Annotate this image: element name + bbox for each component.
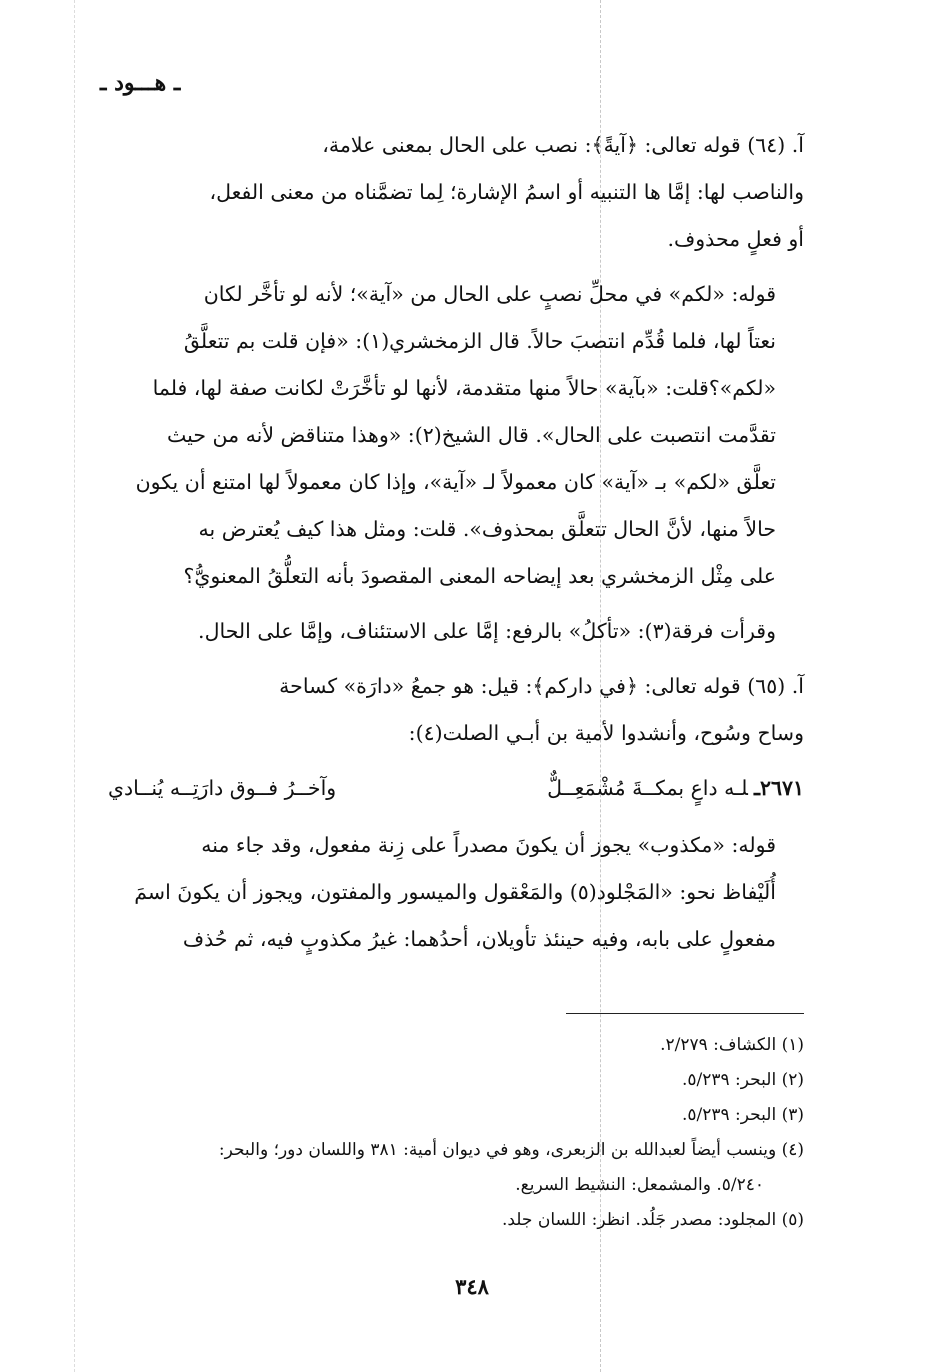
footnote-4-line: (٤) وينسب أيضاً لعبدالله بن الزبعرى، وهو في ديوان أمية: ٣٨١ واللسان دور؛ والبحر: [218, 1140, 804, 1160]
text-line: قوله: «مكذوب» يجوز أن يكونَ مصدراً على زِنة مفعول، وقد جاء منه [201, 833, 776, 857]
paragraph-makdhub [108, 822, 804, 963]
footnote-3: (٣) البحر: ٥/٢٣٩. [681, 1105, 804, 1125]
text-line: حالاً منها، لأنَّ الحال تتعلَّق بمحذوف». قلت: ومثل هذا كيف يُعترض به [198, 517, 776, 541]
paragraph-lakum [108, 271, 804, 600]
text-line: وساح وسُوح، وأنشدوا لأمية بن أبـي الصلت(٤): [408, 721, 804, 745]
verse-number: ٢٦٧١ـ [753, 776, 804, 800]
text-line: أو فعلٍ محذوف. [667, 227, 804, 251]
poetry-verse [108, 765, 804, 812]
paragraph-ayah-64 [108, 122, 804, 263]
text-line: آ. (٦٤) قوله تعالى: ﴿آيةً﴾: نصب على الحال بمعنى علامة، [322, 133, 804, 157]
verse-first-hemistich [547, 765, 804, 812]
paragraph-qiraah [108, 608, 804, 655]
footnote-2: (٢) البحر: ٥/٢٣٩. [681, 1070, 804, 1090]
footnote-1: (١) الكشاف: ٢/٢٧٩. [660, 1035, 804, 1055]
footnote-4 [108, 1133, 804, 1203]
text-line: تعلَّق «لكم» بـ «آية» كان معمولاً لـ «آية»، وإذا كان معمولاً لها امتنع أن يكون [135, 470, 776, 494]
verse-first-text: لـه داعٍ بمكــةَ مُشْمَعِــلٌّ [547, 776, 748, 800]
text-line: مفعولٍ على بابه، وفيه حينئذ تأويلان، أحدُهما: غيرُ مكذوبٍ فيه، ثم حُذف [182, 927, 776, 951]
text-line: «لكم»؟قلت: «بآية» حالاً منها متقدمة، لأنها لو تأخَّرَتْ لكانت صفة لها، فلما [152, 376, 776, 400]
main-text [108, 122, 804, 971]
text-line: والناصب لها: إمَّا ها التنبيه أو اسمُ الإشارة؛ لِما تضمَّناه من معنى الفعل، [209, 180, 804, 204]
footnote-separator [566, 1013, 804, 1014]
footnotes [108, 1028, 804, 1238]
text-line: قوله: «لكم» في محلِّ نصبٍ على الحال من «آية»؛ لأنه لو تأخَّر لكان [203, 282, 776, 306]
text-line: نعتاً لها، فلما قُدِّم انتصبَ حالاً. قال الزمخشري(١): «فإن قلت بم تتعلَّقُ [183, 329, 776, 353]
verse-second-hemistich: وآخــرُ فــوق دارَتِــه يُنــادي [108, 776, 337, 800]
text-line: وقرأت فرقة(٣): «تأكلُ» بالرفع: إمَّا على الاستئناف، وإمَّا على الحال. [198, 619, 776, 643]
text-line: أُلَيْفاظ نحو: «المَجْلود(٥) والمَعْقول والميسور والمفتون، ويجوز أن يكونَ اسمَ [134, 880, 776, 904]
footnote-5: (٥) المجلود: مصدر جَلُد. انظر: اللسان جلد. [501, 1210, 804, 1230]
paragraph-ayah-65 [108, 663, 804, 757]
running-header: ـ هـــود ـ [100, 70, 181, 96]
scan-edge-line [74, 0, 75, 1372]
page-number: ٣٤٨ [455, 1274, 489, 1299]
text-line: تقدَّمت انتصبت على الحال». قال الشيخ(٢): «وهذا متناقض لأنه من حيث [167, 423, 776, 447]
footnote-4-continuation: ٥/٢٤٠. والمشمعل: النشيط السريع. [515, 1175, 764, 1195]
text-line: على مِثْل الزمخشري بعد إيضاحه المعنى المقصودَ بأنه التعلُّقُ المعنويُّ؟ [183, 564, 776, 588]
text-line: آ. (٦٥) قوله تعالى: ﴿في داركم﴾: قيل: هو جمعُ «دارَة» كساحة [279, 674, 804, 698]
